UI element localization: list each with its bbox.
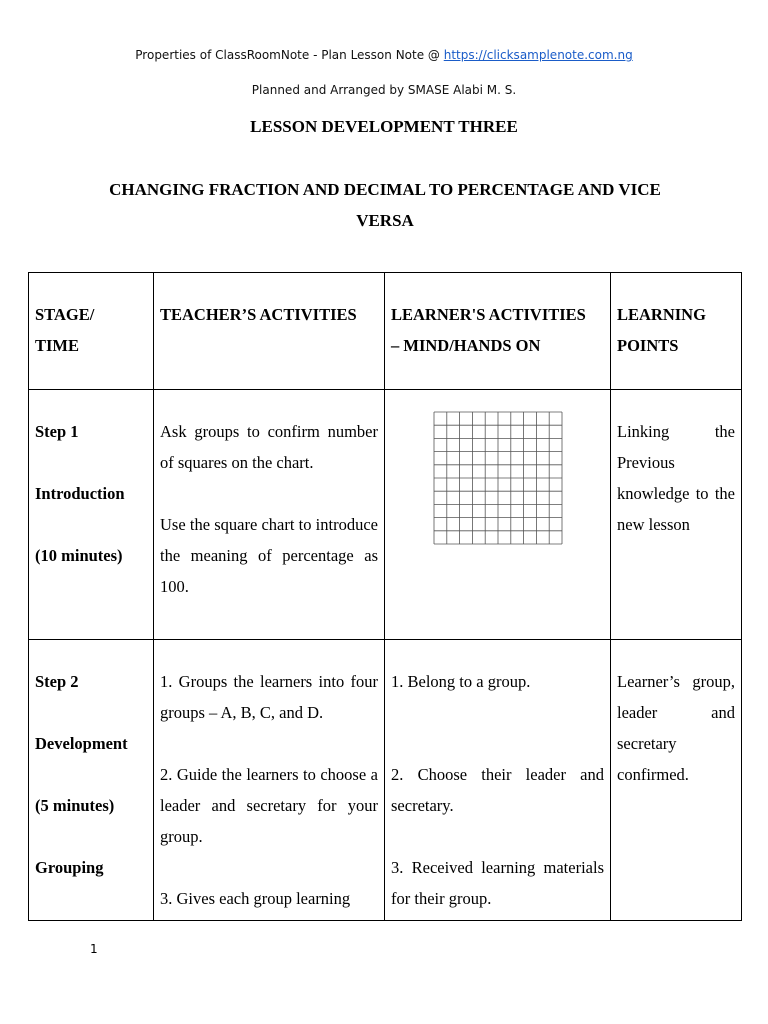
page-number: 1 — [90, 942, 98, 956]
header-learning-points — [611, 273, 742, 390]
table-header-row — [29, 273, 742, 390]
step2-learner-activity-2: 2. Choose their leader and secretary. — [391, 765, 604, 815]
step2-phase: Development — [35, 734, 128, 753]
step1-time: (10 minutes) — [35, 546, 123, 565]
header-mind-hands-label: – MIND/HANDS ON — [391, 336, 541, 355]
step1-learning-points: Linking the Previous knowledge to the new lesson — [617, 422, 735, 534]
header-learner-label: LEARNER'S ACTIVITIES — [391, 305, 586, 324]
lesson-title: LESSON DEVELOPMENT THREE — [250, 117, 518, 136]
step2-points-cell — [611, 640, 742, 921]
step1-teacher-cell — [154, 390, 385, 640]
table-row-step-2 — [29, 640, 742, 921]
header-stage-label: STAGE/ — [35, 305, 95, 324]
website-link[interactable]: https://clicksamplenote.com.ng — [443, 48, 633, 62]
step1-teacher-activity-1: Ask groups to confirm number of squares on the chart. — [160, 422, 378, 472]
step2-teacher-activity-3: 3. Gives each group learning — [160, 889, 351, 908]
table-row-step-1 — [29, 390, 742, 640]
step2-sub: Grouping — [35, 858, 104, 877]
step2-teacher-activity-2: 2. Guide the learners to choose a leader and secretary for your group. — [160, 765, 378, 846]
step1-teacher-activity-2: Use the square chart to introduce the meaning of percentage as 100. — [160, 515, 378, 596]
header-prefix-text: Properties of ClassRoomNote - Plan Lesson Note @ — [135, 48, 444, 62]
document-header-author: Planned and Arranged by SMASE Alabi M. S. — [251, 83, 517, 97]
step2-learning-points: Learner’s group, leader and secretary confirmed. — [617, 672, 735, 784]
header-learning-label: LEARNING — [617, 305, 706, 324]
lesson-subtitle: CHANGING FRACTION AND DECIMAL TO PERCENTAGE AND VICE VERSA — [109, 180, 661, 230]
step2-learner-activity-3: 3. Received learning materials for their group. — [391, 858, 604, 908]
lesson-plan-table — [28, 272, 742, 921]
step2-teacher-cell — [154, 640, 385, 921]
step2-stage-cell — [29, 640, 154, 921]
header-stage-time — [29, 273, 154, 390]
step1-phase: Introduction — [35, 484, 125, 503]
step2-learner-cell — [385, 640, 611, 921]
header-teacher-activities: TEACHER’S ACTIVITIES — [154, 273, 385, 390]
step2-learner-activity-1: 1. Belong to a group. — [391, 672, 531, 691]
step1-points-cell — [611, 390, 742, 640]
document-header-properties — [0, 48, 768, 62]
header-learner-activities — [385, 273, 611, 390]
square-grid-chart-icon — [433, 411, 563, 545]
header-points-label: POINTS — [617, 336, 679, 355]
step2-label: Step 2 — [35, 672, 79, 691]
step1-stage-cell — [29, 390, 154, 640]
step2-time: (5 minutes) — [35, 796, 115, 815]
header-time-label: TIME — [35, 336, 80, 355]
step1-learner-cell — [385, 390, 611, 640]
step1-label: Step 1 — [35, 422, 79, 441]
step2-teacher-activity-1: 1. Groups the learners into four groups – A, B, C, and D. — [160, 672, 378, 722]
